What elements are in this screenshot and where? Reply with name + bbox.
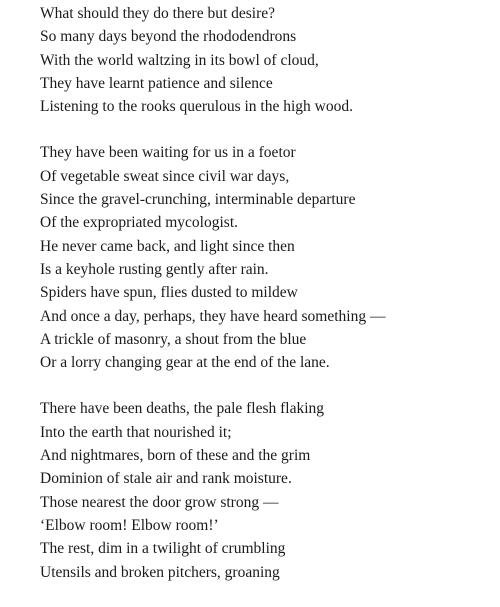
poem-line: He never came back, and light since then <box>40 237 295 255</box>
poem-line: Since the gravel-crunching, interminable departure <box>40 191 356 209</box>
poem-line: They have learnt patience and silence <box>40 74 273 92</box>
poem-line: And once a day, perhaps, they have heard something — <box>40 307 386 325</box>
poem-line: There have been deaths, the pale flesh flaking <box>40 400 325 418</box>
poem-line: They have been waiting for us in a foetor <box>40 144 296 162</box>
poem-line: Those nearest the door grow strong — <box>40 493 279 511</box>
poem-line: Into the earth that nourished it; <box>40 423 232 441</box>
poem-line: And nightmares, born of these and the grim <box>40 447 311 465</box>
poem-line: With the world waltzing in its bowl of cloud, <box>40 51 319 69</box>
poem-line: Of vegetable sweat since civil war days, <box>40 167 290 185</box>
poem-line: Spiders have spun, flies dusted to mildew <box>40 284 298 302</box>
poem-line: The rest, dim in a twilight of crumbling <box>40 540 286 558</box>
poem-line: So many days beyond the rhododendrons <box>40 28 297 46</box>
stanza-2 <box>40 141 490 374</box>
poem-line: Is a keyhole rusting gently after rain. <box>40 260 269 278</box>
poem-line: A trickle of masonry, a shout from the blue <box>40 330 307 348</box>
poem-line: Or a lorry changing gear at the end of the lane. <box>40 354 330 372</box>
stanza-3 <box>40 397 490 583</box>
poem-line: Dominion of stale air and rank moisture. <box>40 470 292 488</box>
poem-line: Of the expropriated mycologist. <box>40 214 239 232</box>
poem-text <box>40 2 490 607</box>
stanza-1 <box>40 2 490 118</box>
poem-line: ‘Elbow room! Elbow room!’ <box>40 516 219 534</box>
poem-line: What should they do there but desire? <box>40 5 276 22</box>
poem-line: Utensils and broken pitchers, groaning <box>40 563 280 581</box>
poem-line: Listening to the rooks querulous in the high wood. <box>40 98 353 116</box>
